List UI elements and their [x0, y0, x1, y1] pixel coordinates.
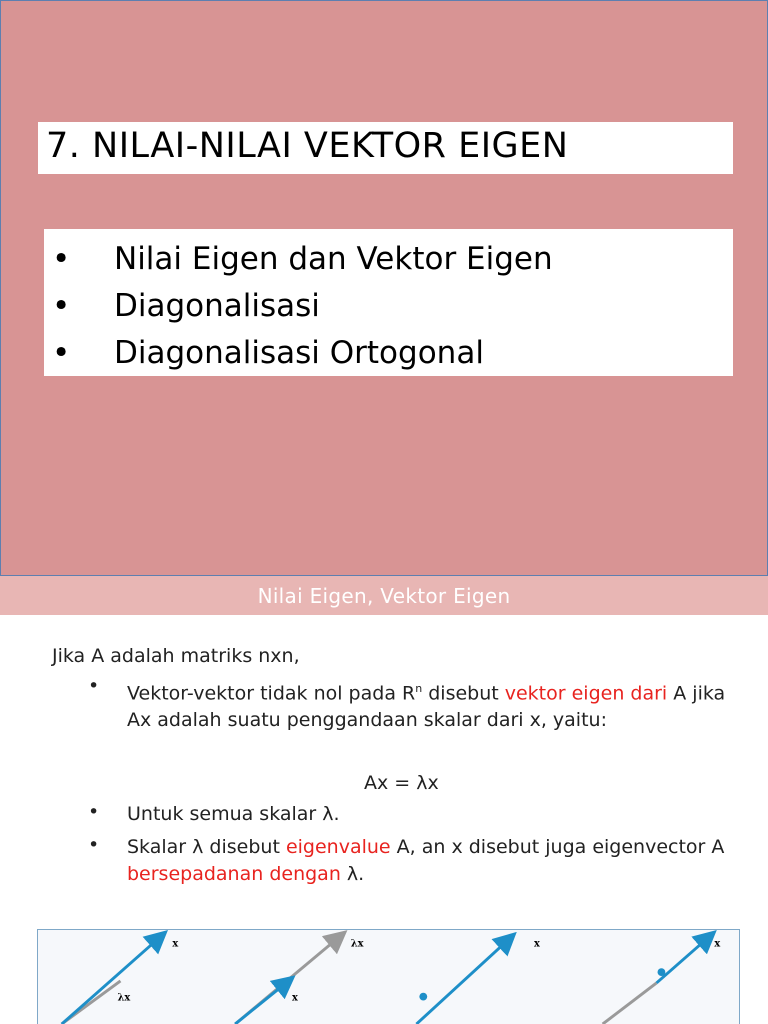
origin-dot — [658, 968, 666, 976]
bullet-icon: • — [88, 675, 100, 697]
bullet-icon: • — [52, 240, 71, 277]
bullet-icon: • — [52, 287, 71, 324]
bullet-icon: • — [88, 801, 100, 823]
text-run: Skalar λ disebut — [127, 836, 286, 858]
vector-gray — [603, 983, 657, 1024]
content-slide — [0, 576, 768, 1024]
vector-diagram — [38, 930, 739, 1024]
section-title: Nilai Eigen, Vektor Eigen — [257, 583, 511, 608]
highlight-text: vektor eigen dari — [504, 682, 668, 705]
superscript: n — [415, 682, 423, 695]
vector-blue — [416, 936, 512, 1024]
vector-label: x — [714, 938, 721, 950]
highlight-text: bersepadanan dengan — [127, 863, 341, 885]
vector-figure — [37, 929, 740, 1024]
eigenvalue-text — [127, 834, 737, 888]
section-header — [0, 576, 768, 615]
vector-label: λx — [350, 938, 364, 950]
formula: Ax = λx — [364, 772, 439, 794]
topic-item — [52, 235, 733, 282]
text-run: Vektor-vektor tidak nol pada R — [127, 682, 416, 705]
topic-list — [44, 229, 733, 376]
vector-blue — [235, 979, 291, 1024]
vector-label: x — [172, 938, 179, 950]
vector-blue — [62, 934, 164, 1024]
title-box — [38, 122, 733, 174]
topic-item — [52, 282, 733, 329]
topic-label: Diagonalisasi — [114, 287, 320, 324]
text-run: disebut — [422, 682, 505, 705]
bullet-icon: • — [88, 834, 100, 856]
highlight-text: eigenvalue — [285, 836, 391, 858]
intro-text: Jika A adalah matriks nxn, — [52, 645, 300, 667]
definition-text — [127, 675, 737, 734]
bullet-icon: • — [52, 334, 71, 371]
slide-title: 7. NILAI-NILAI VEKTOR EIGEN — [46, 126, 569, 166]
vector-label: λx — [117, 992, 131, 1004]
vector-label: x — [291, 992, 298, 1004]
topic-label: Nilai Eigen dan Vektor Eigen — [114, 240, 553, 277]
topic-label: Diagonalisasi Ortogonal — [114, 334, 484, 371]
text-run: A jika Ax adalah suatu penggandaan skalar dari x, yaitu: — [127, 682, 726, 732]
scalar-text: Untuk semua skalar λ. — [127, 803, 340, 825]
text-run: λ. — [340, 863, 365, 885]
origin-dot — [419, 993, 427, 1001]
vector-blue — [657, 934, 713, 983]
topic-item — [52, 329, 733, 376]
text-run: A, an x disebut juga eigenvector A — [390, 836, 725, 858]
vector-label: x — [534, 938, 540, 950]
